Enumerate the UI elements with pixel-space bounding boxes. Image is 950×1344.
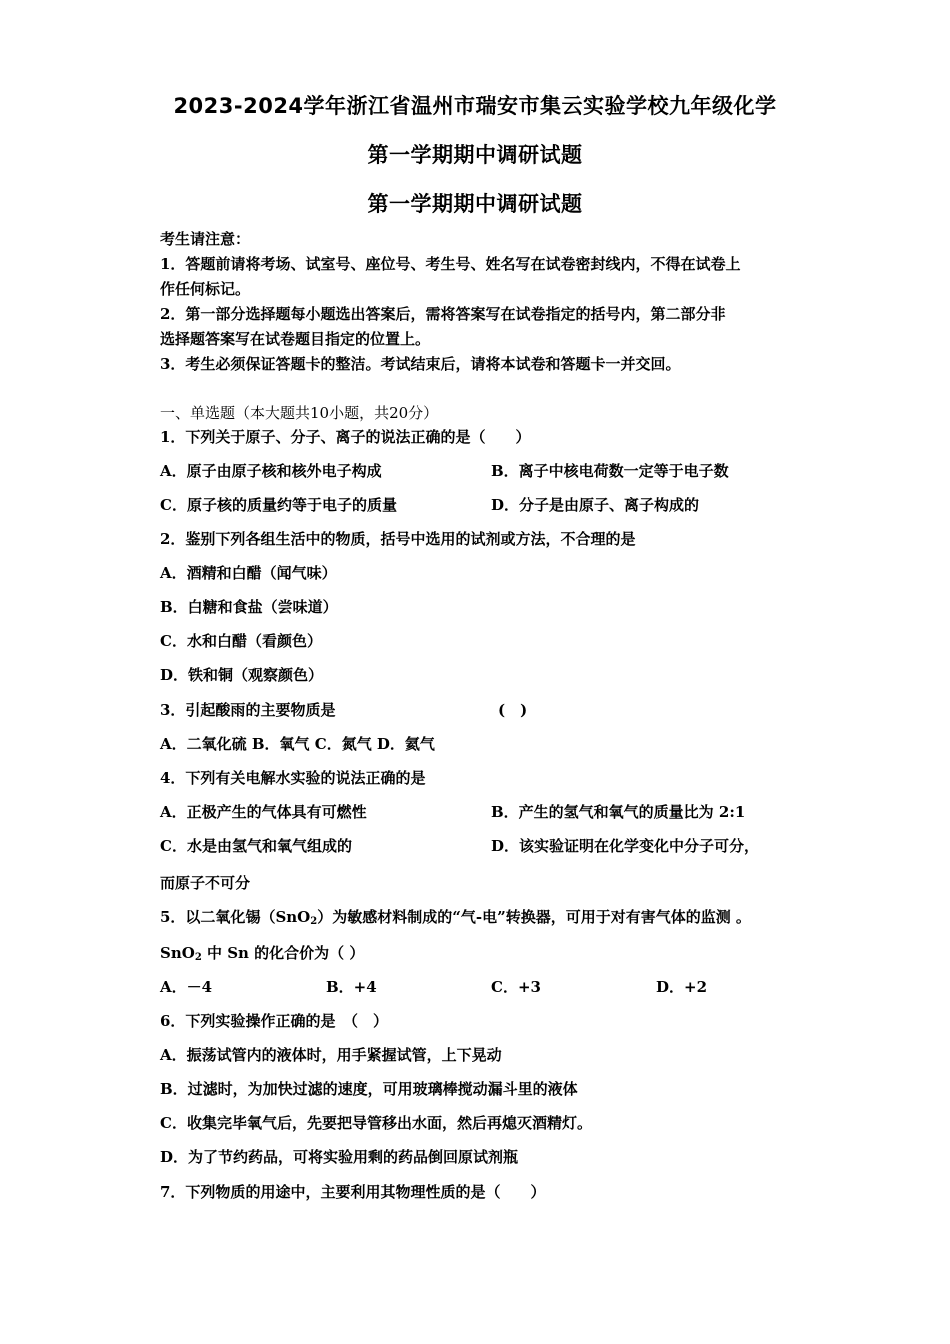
q5-formula: SnO (160, 944, 195, 962)
title-line-2: 第一学期期中调研试题 (367, 143, 583, 167)
q2-option-b: B．白糖和食盐（尝味道） (160, 598, 338, 616)
notice-item-2: 2．第一部分选择题每小题选出答案后，需将答案写在试卷指定的括号内，第二部分非 (160, 305, 726, 323)
q1-option-a: A．原子由原子核和核外电子构成 (160, 462, 382, 480)
q5-option-d: D．+2 (656, 978, 708, 996)
q6-option-d: D．为了节约药品，可将实验用剩的药品倒回原试剂瓶 (160, 1148, 519, 1166)
q6-option-a: A．振荡试管内的液体时，用手紧握试管，上下晃动 (160, 1046, 502, 1064)
notice-heading: 考生请注意： (160, 230, 251, 248)
q1-option-d: D．分子是由原子、离子构成的 (491, 496, 700, 514)
q4-stem: 4．下列有关电解水实验的说法正确的是 (160, 769, 426, 787)
q1-option-c: C．原子核的质量约等于电子的质量 (160, 496, 397, 514)
title-line-3: 第一学期期中调研试题 (367, 192, 583, 216)
title-line-1: 2023-2024学年浙江省温州市瑞安市集云实验学校九年级化学 (173, 94, 777, 118)
q1-option-b: B．离子中核电荷数一定等于电子数 (491, 462, 729, 480)
q6-stem: 6．下列实验操作正确的是 （ ） (160, 1012, 388, 1030)
q4-option-d-cont: 而原子不可分 (160, 874, 251, 892)
q5-stem-subscript: 2 (310, 916, 318, 927)
q5-stem-part-b: ）为敏感材料制成的“气-电”转换器，可用于对有害气体的监测 。 (317, 908, 751, 926)
q5-option-c: C．+3 (491, 978, 541, 996)
q6-option-b: B．过滤时，为加快过滤的速度，可用玻璃棒搅动漏斗里的液体 (160, 1080, 578, 1098)
q4-option-a: A．正极产生的气体具有可燃性 (160, 803, 367, 821)
q4-option-c: C．水是由氢气和氧气组成的 (160, 837, 352, 855)
q3-stem: 3．引起酸雨的主要物质是 (160, 701, 336, 719)
q5-option-b: B．+4 (326, 978, 377, 996)
notice-item-2-cont: 选择题答案写在试卷题目指定的位置上。 (160, 330, 431, 348)
notice-item-1-cont: 作任何标记。 (160, 280, 251, 298)
section-heading: 一、单选题（本大题共10小题，共20分） (160, 404, 439, 422)
notice-item-1: 1．答题前请将考场、试室号、座位号、考生号、姓名写在试卷密封线内，不得在试卷上 (160, 255, 741, 273)
q4-option-b: B．产生的氢气和氧气的质量比为 2:1 (491, 803, 746, 821)
q3-bracket: ( ) (498, 701, 528, 719)
q7-stem: 7．下列物质的用途中，主要利用其物理性质的是（ ） (160, 1183, 546, 1201)
q3-options: A．二氧化硫 B．氧气 C．氮气 D．氦气 (160, 735, 435, 753)
q5-option-a: A．－4 (160, 978, 213, 996)
q2-stem: 2．鉴别下列各组生活中的物质，括号中选用的试剂或方法，不合理的是 (160, 530, 636, 548)
q4-option-d: D．该实验证明在化学变化中分子可分， (491, 837, 760, 855)
q6-option-c: C．收集完毕氧气后，先要把导管移出水面，然后再熄灭酒精灯。 (160, 1114, 592, 1132)
notice-item-3: 3．考生必须保证答题卡的整洁。考试结束后，请将本试卷和答题卡一并交回。 (160, 355, 681, 373)
q5-stem-part-a: 5．以二氧化锡（SnO (160, 908, 311, 926)
q5-stem (160, 906, 751, 927)
q1-stem: 1．下列关于原子、分子、离子的说法正确的是（ ） (160, 428, 531, 446)
q2-option-c: C．水和白醋（看颜色） (160, 632, 322, 650)
q5-question: 中 Sn 的化合价为（ ） (201, 944, 365, 962)
q5-stem-line-2 (160, 942, 364, 963)
q5-formula-subscript: 2 (194, 952, 202, 963)
q2-option-a: A．酒精和白醋（闻气味） (160, 564, 337, 582)
q2-option-d: D．铁和铜（观察颜色） (160, 666, 324, 684)
